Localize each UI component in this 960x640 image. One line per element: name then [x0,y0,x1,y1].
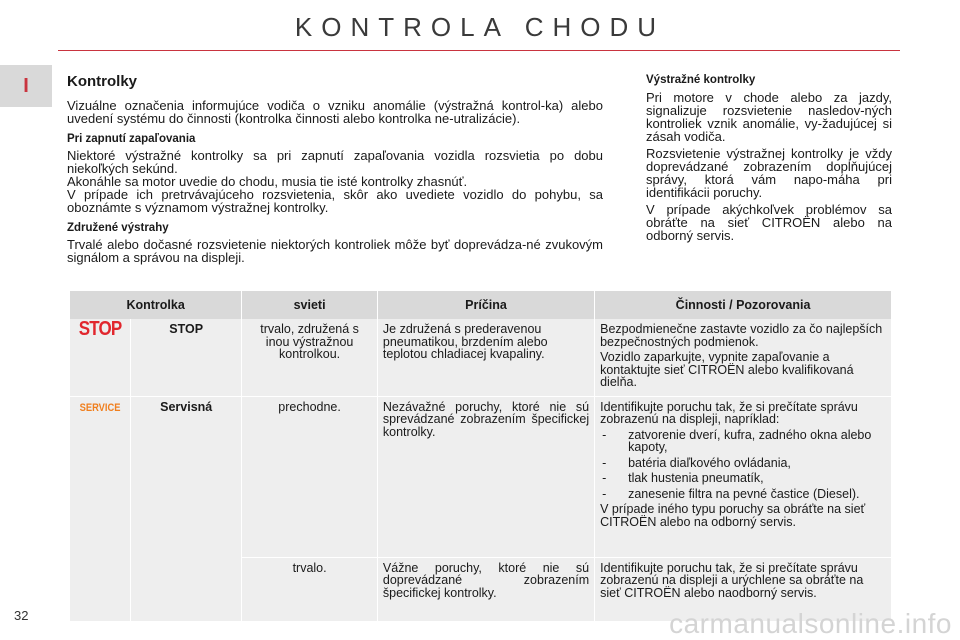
list-item: - zanesenie filtra na pevné častice (Diesel). [600,488,886,501]
left-column [67,74,603,268]
warning-paragraph-1: Pri motore v chode alebo za jazdy, signalizuje rozsvietenie nasledov-ných kontroliek vznik anomálie, vy-žadujúcej si zásah vodiča. [646,90,892,144]
warning-paragraph-2: Rozsvietenie výstražnej kontrolky je vždy doprevádzané zobrazením doplňujúcej správy, ktorá vám napo-máha pri identifikácii poruchy. [646,146,892,200]
ignition-heading: Pri zapnutí zapaľovania [67,133,196,145]
stop-lit: trvalo, združená s inou výstražnou kontrolkou. [242,319,378,396]
service-lit-permanent: trvalo. [242,557,378,621]
header-cinnosti: Činnosti / Pozorovania [595,291,892,319]
stop-action-1: Bezpodmienečne zastavte vozidlo za čo najlepších bezpečnostných podmienok. [600,322,883,349]
page-number: 32 [14,608,29,623]
combined-heading: Združené výstrahy [67,222,169,234]
header-svieti: svieti [242,291,378,319]
service-cause-transient: Nezávažné poruchy, ktoré nie sú sprevádzané zobrazením špecifickej kontrolky. [377,396,594,557]
warning-paragraph-3: V prípade akýchkoľvek problémov sa obráťte na sieť CITROËN alebo na odborný servis. [646,202,892,243]
combined-paragraph: Trvalé alebo dočasné rozsvietenie niektorých kontroliek môže byť doprevádza-né zvukovým signálom a správou na displeji. [67,237,603,265]
stop-action [595,319,892,396]
stop-warning-icon: STOP [78,318,122,340]
table-row-service-transient [70,396,892,557]
ignition-paragraph-1: Niektoré výstražné kontrolky sa pri zapnutí zapaľovania vozidla rozsvietia po dobu niekoľkých sekúnd. [67,148,603,176]
list-item: - batéria diaľkového ovládania, [600,457,886,470]
service-lit-transient: prechodne. [242,396,378,557]
table-header-row [70,291,892,319]
service-cause-permanent: Vážne poruchy, ktoré nie sú doprevádzané zobrazením špecifickej kontrolky. [377,557,594,621]
service-issue-list [600,429,886,501]
warning-lamps-table [70,291,892,622]
ignition-paragraph-3: V prípade ich pretrvávajúceho rozsvietenia, skôr ako uvediete vozidlo do pohybu, sa oboznámte s významom výstražnej kontrolky. [67,187,603,215]
service-icon-cell [70,396,131,621]
service-action-outro: V prípade iného typu poruchy sa obráťte na sieť CITROËN alebo na odborný servis. [600,502,866,529]
watermark: carmanualsonline.info [669,608,952,639]
service-action-transient [595,396,892,557]
service-name: Servisná [131,396,242,621]
header-pricina: Príčina [377,291,594,319]
stop-cause-text: Je združená s prederavenou pneumatikou, brzdením alebo teplotou chladiacej kvapaliny. [382,322,548,361]
warning-lamps-heading: Výstražné kontrolky [646,74,756,86]
header-kontrolka: Kontrolka [70,291,242,319]
service-warning-icon: SERVICE [79,401,121,414]
stop-cause [377,319,594,396]
stop-action-2: Vozidlo zaparkujte, vypnite zapaľovanie a kontaktujte sieť CITROËN alebo kvalifikovaná dielňa. [600,350,854,389]
list-item: - tlak hustenia pneumatík, [600,472,886,485]
table-row-stop [70,319,892,396]
title-divider [58,50,900,51]
service-action-intro: Identifikujte poruchu tak, že si prečítate správu zobrazenú na displeji, napríklad: [600,399,858,426]
stop-name: STOP [131,319,242,396]
right-column [646,74,892,246]
stop-icon-cell [70,319,131,396]
ignition-paragraph-2: Akonáhle sa motor uvedie do chodu, musia tie isté kontrolky zhasnúť. [67,174,468,189]
service-action-permanent: Identifikujte poruchu tak, že si prečítate správu zobrazenú na displeji a urýchlene sa obráťte na sieť CITROËN alebo naodborný servis. [595,557,892,621]
chapter-tab: I [0,65,52,107]
page-title: KONTROLA CHODU [294,12,666,42]
section-heading-kontrolky: Kontrolky [67,73,138,90]
list-item: - zatvorenie dverí, kufra, zadného okna alebo kapoty, [600,429,886,454]
intro-paragraph: Vizuálne označenia informujúce vodiča o vzniku anomálie (výstražná kontrol-ka) alebo uvedení systému do činnosti (kontrolka činnosti alebo kontrolka ne-utralizácie). [67,98,603,126]
